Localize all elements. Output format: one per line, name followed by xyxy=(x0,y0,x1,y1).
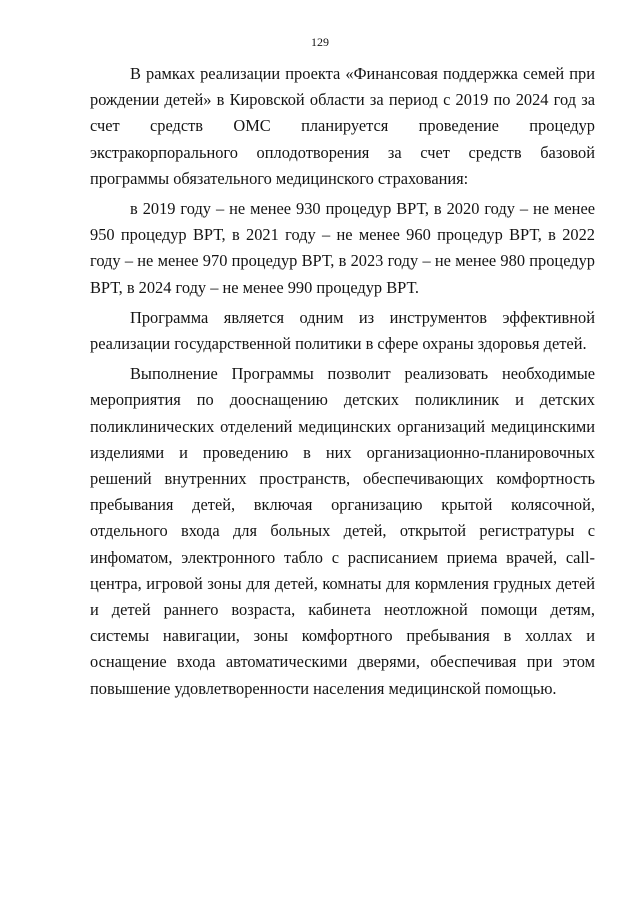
paragraph-eco-project: В рамках реализации проекта «Финансовая поддержка семей при рождении детей» в Кировской области за период с 2019 по 2024 год за счет средств ОМС планируется проведение процедур экстракорпорального оплодотворения за счет средств базовой программы обязательного медицинского страхования: xyxy=(90,64,595,188)
paragraph-procedure-counts: в 2019 году – не менее 930 процедур ВРТ, в 2020 году – не менее 950 процедур ВРТ, в 2021 году – не менее 960 процедур ВРТ, в 2022 году – не менее 970 процедур ВРТ, в 2023 году – не менее 980 процедур ВРТ, в 2024 году – не менее 990 процедур ВРТ. xyxy=(90,199,595,297)
paragraph-program-execution: Выполнение Программы позволит реализовать необходимые мероприятия по дооснащению детских поликлиник и детских поликлинических отделений медицинских организаций медицинскими изделиями и проведению в них организационно-планировочных решений внутренних пространств, обеспечивающих комфортность пребывания детей, включая организацию крытой колясочной, отдельного входа для больных детей, открытой регистратуры с инфоматом, электронного табло с расписанием приема врачей, call-центра, игровой зоны для детей, комнаты для кормления грудных детей и детей раннего возраста, кабинета неотложной помощи детям, системы навигации, зоны комфортного пребывания в холлах и оснащение входа автоматическими дверями, обеспечивая при этом повышение удовлетворенности населения медицинской помощью. xyxy=(90,364,595,698)
document-body xyxy=(90,61,595,702)
page-number: 129 xyxy=(311,35,329,49)
paragraph-program-instrument: Программа является одним из инструментов эффективной реализации государственной политики в сфере охраны здоровья детей. xyxy=(90,307,595,354)
